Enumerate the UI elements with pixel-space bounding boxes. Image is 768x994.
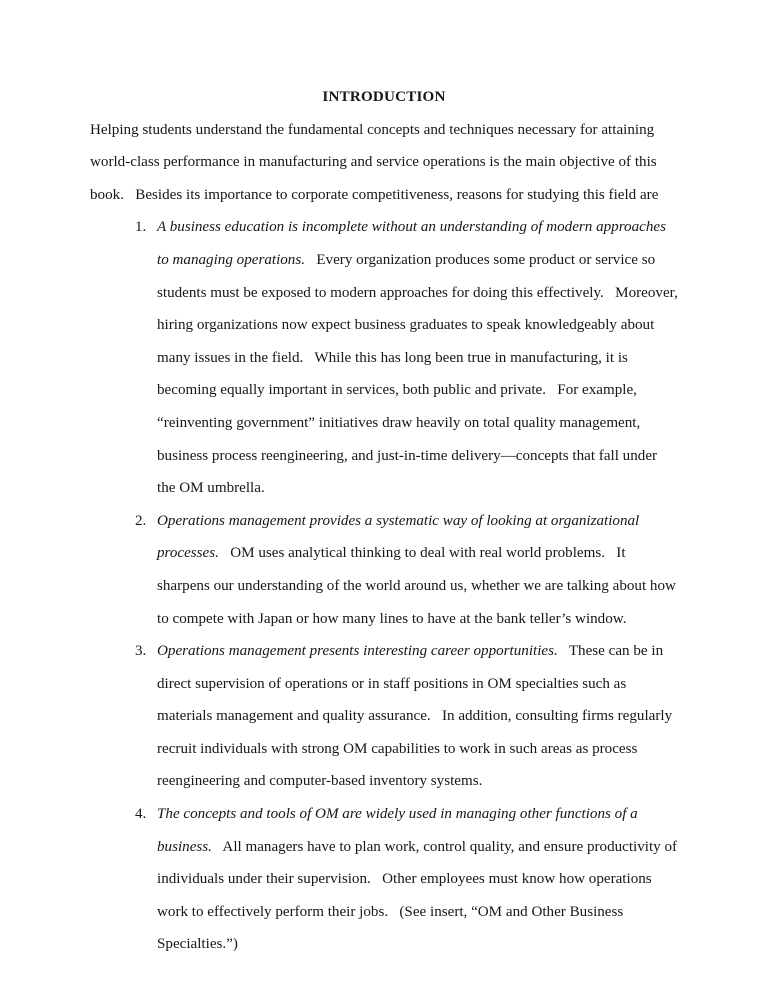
intro-paragraph: Helping students understand the fundamental concepts and techniques necessary for attaining world-class performance in manufacturing and service operations is the main objective of this book. Besides its importance to corporate competitiveness, reasons for studying this field are <box>90 121 661 203</box>
list-item-number: 4. <box>135 806 147 823</box>
list-item-body: OM uses analytical thinking to deal with real world problems. It sharpens our understanding of the world around us, whether we are talking about how to compete with Japan or how many lines to have at the bank teller’s window. <box>157 545 680 627</box>
list-item-lead-italic: A business education is incomplete without an understanding of modern approaches to managing operations. <box>157 219 670 268</box>
list-item-number: 3. <box>135 643 147 660</box>
list-item <box>90 211 682 504</box>
list-item <box>90 635 678 798</box>
reasons-list <box>90 211 682 961</box>
list-item-number: 2. <box>135 512 147 529</box>
list-item-body: These can be in direct supervision of operations or in staff positions in OM specialties such as materials management and quality assurance. In addition, consulting firms regularly recruit individuals with strong OM capabilities to work in such areas as process reengineering and computer-based inventory systems. <box>157 643 676 790</box>
list-item-body: Every organization produces some product or service so students must be exposed to modern approaches for doing this effectively. Moreover, hiring organizations now expect business graduates to speak knowledgeably about many issues in the field. While this has long been true in manufacturing, it is becoming equally important in services, both public and private. For example, “reinventing government” initiatives draw heavily on total quality management, business process reengineering, and just-in-time delivery—concepts that fall under the OM umbrella. <box>157 251 682 497</box>
list-item-number: 1. <box>135 219 147 236</box>
list-item <box>90 798 681 961</box>
list-item-lead-italic: Operations management provides a systematic way of looking at organizational processes. <box>157 512 644 562</box>
list-item-lead-italic: Operations management presents interesting career opportunities. <box>157 643 558 660</box>
list-item-body: All managers have to plan work, control quality, and ensure productivity of individuals under their supervision. Other employees must know how operations work to effectively perform their jobs. (See insert, “OM and Other Business Specialties.”) <box>157 838 681 953</box>
page-title: INTRODUCTION <box>322 89 446 105</box>
list-item <box>90 505 678 635</box>
list-item-lead-italic: The concepts and tools of OM are widely used in managing other functions of a business. <box>157 806 642 855</box>
